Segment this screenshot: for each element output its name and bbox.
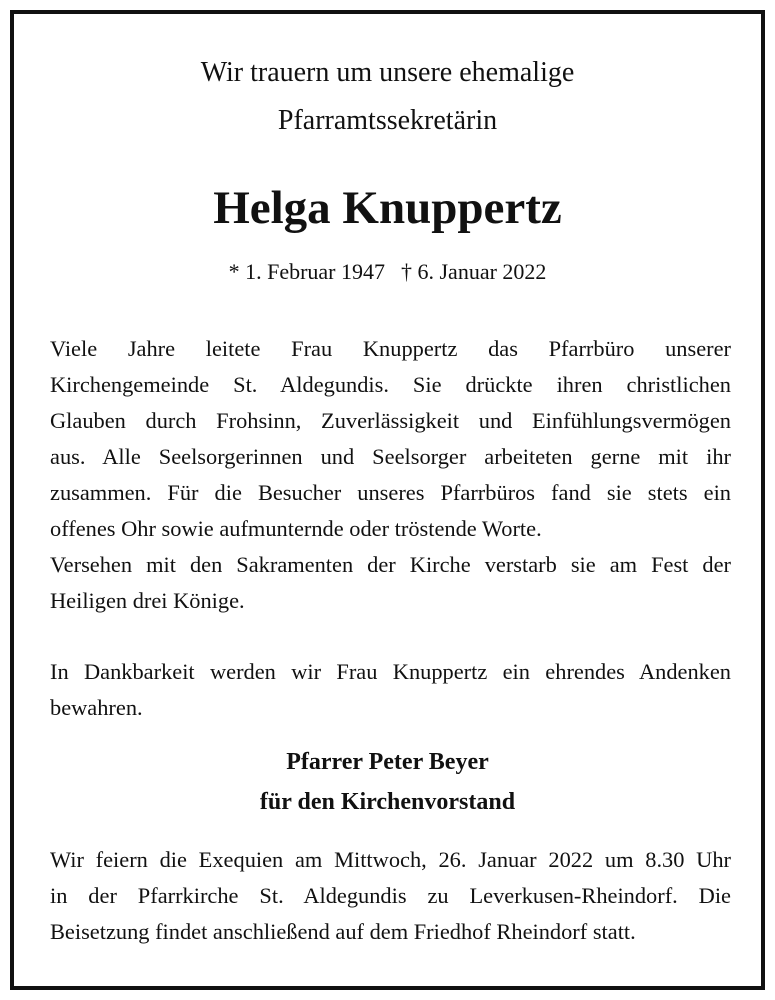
text-line: Beisetzung findet anschließend auf dem Friedhof Rheindorf statt. (50, 919, 636, 944)
gratitude-paragraph (50, 654, 731, 726)
text-line: Versehen mit den Sakramenten der Kirche verstarb sie am Fest der (50, 552, 731, 577)
text-line: aus. Alle Seelsorgerinnen und Seelsorger arbeiteten gerne mit ihr (50, 444, 731, 469)
text-line: Heiligen drei Könige. (50, 588, 245, 613)
text-line: zusammen. Für die Besucher unseres Pfarrbüros fand sie stets ein (50, 480, 731, 505)
birth-date: * 1. Februar 1947 (228, 259, 385, 284)
text-line: bewahren. (50, 695, 143, 720)
text-line: In Dankbarkeit werden wir Frau Knuppertz ein ehrendes Andenken (50, 659, 731, 684)
text-line: Wir feiern die Exequien am Mittwoch, 26. Januar 2022 um 8.30 Uhr (50, 847, 731, 872)
text-line: Viele Jahre leitete Frau Knuppertz das Pfarrbüro unserer (50, 336, 731, 361)
deceased-name: Helga Knuppertz (213, 182, 562, 234)
obituary-notice (14, 14, 761, 986)
intro-line: Wir trauern um unsere ehemalige (200, 57, 575, 88)
text-line: Kirchengemeinde St. Aldegundis. Sie drückte ihren christlichen (50, 372, 731, 397)
signature-organization: für den Kirchenvorstand (259, 789, 516, 815)
intro-role-line: Pfarramtssekretärin (277, 105, 498, 136)
obituary-border (10, 10, 765, 990)
signature-name: Pfarrer Peter Beyer (286, 749, 489, 775)
life-dates (14, 258, 761, 286)
text-line: Glauben durch Frohsinn, Zuverlässigkeit und Einfühlungsvermögen (50, 408, 731, 433)
text-line: offenes Ohr sowie aufmunternde oder tröstende Worte. (50, 516, 542, 541)
funeral-info-paragraph (50, 842, 731, 950)
death-date: † 6. Januar 2022 (401, 259, 547, 284)
tribute-paragraph (50, 331, 731, 619)
text-line: in der Pfarrkirche St. Aldegundis zu Leverkusen-Rheindorf. Die (50, 883, 731, 908)
